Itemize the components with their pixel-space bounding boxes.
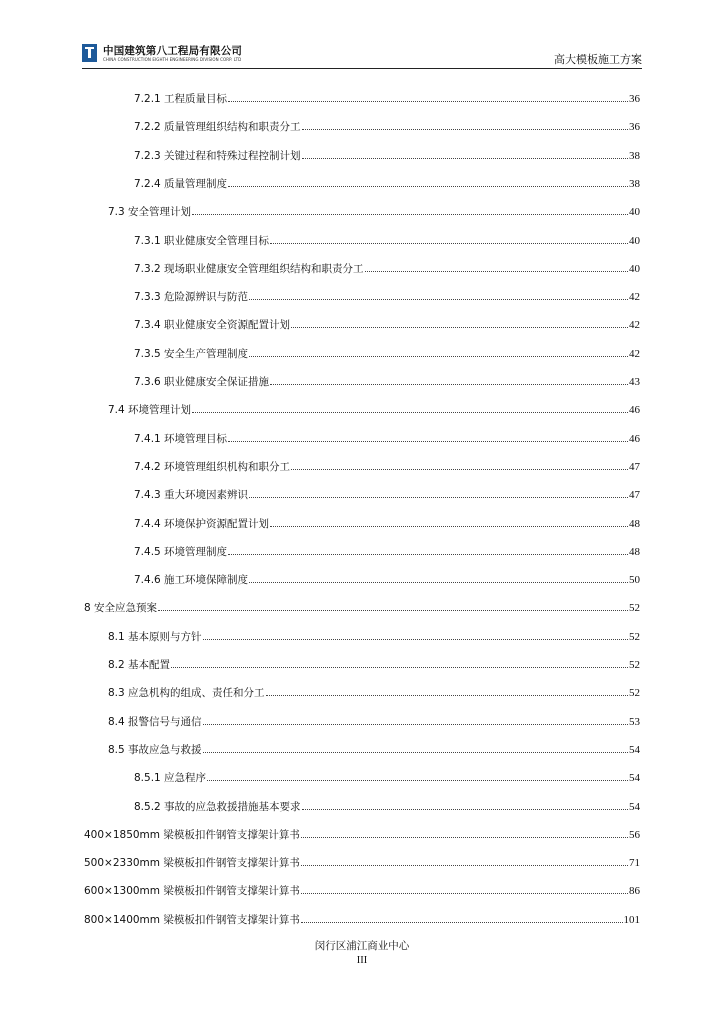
toc-entry-page: 101	[623, 913, 640, 926]
toc-entry[interactable]	[134, 147, 640, 163]
toc-entry-label: 7.4.2 环境管理组织机构和职分工	[134, 460, 291, 473]
toc-entry[interactable]	[134, 430, 640, 446]
toc-entry-label: 7.3.4 职业健康安全资源配置计划	[134, 319, 291, 332]
toc-entry-page: 54	[629, 743, 640, 756]
toc-entry-page: 42	[629, 319, 640, 332]
toc-leader-dots	[192, 214, 628, 215]
company-logo-icon	[82, 44, 97, 62]
toc-entry-label: 7.3 安全管理计划	[108, 206, 192, 219]
toc-entry[interactable]	[134, 260, 640, 276]
toc-entry-label: 8.1 基本原则与方针	[108, 630, 202, 643]
toc-entry-page: 38	[629, 149, 640, 162]
page-header	[82, 42, 642, 69]
toc-entry-label: 7.4.4 环境保护资源配置计划	[134, 517, 270, 530]
toc-leader-dots	[249, 356, 628, 357]
toc-entry[interactable]	[108, 684, 640, 700]
toc-entry[interactable]	[134, 486, 640, 502]
toc-entry-label: 500×2330mm 梁模板扣件钢管支撑架计算书	[84, 857, 300, 870]
toc-entry-page: 52	[629, 687, 640, 700]
toc-leader-dots	[207, 780, 628, 781]
toc-entry-page: 54	[629, 772, 640, 785]
toc-leader-dots	[270, 243, 628, 244]
toc-entry[interactable]	[134, 118, 640, 134]
footer-location: 闵行区浦江商业中心	[314, 940, 410, 952]
toc-entry[interactable]	[134, 232, 640, 248]
toc-entry-page: 71	[629, 857, 640, 870]
toc-leader-dots	[291, 469, 628, 470]
toc-leader-dots	[266, 695, 628, 696]
toc-entry-label: 8 安全应急预案	[84, 602, 158, 615]
toc-leader-dots	[365, 271, 628, 272]
toc-entry-page: 47	[629, 460, 640, 473]
toc-entry[interactable]	[134, 543, 640, 559]
toc-entry[interactable]	[134, 769, 640, 785]
toc-entry-label: 8.5 事故应急与救援	[108, 743, 202, 756]
toc-entry-page: 56	[629, 828, 640, 841]
toc-entry-page: 36	[629, 121, 640, 134]
toc-leader-dots	[302, 158, 628, 159]
toc-entry[interactable]	[134, 90, 640, 106]
footer-page-number: III	[356, 955, 368, 966]
toc-entry[interactable]	[84, 911, 640, 927]
toc-entry-page: 53	[629, 715, 640, 728]
toc-entry-label: 7.2.2 质量管理组织结构和职责分工	[134, 121, 301, 134]
toc-leader-dots	[249, 299, 628, 300]
toc-leader-dots	[301, 865, 628, 866]
toc-entry[interactable]	[108, 741, 640, 757]
toc-entry-label: 7.3.5 安全生产管理制度	[134, 347, 249, 360]
toc-entry-label: 7.3.1 职业健康安全管理目标	[134, 234, 270, 247]
toc-entry-page: 52	[629, 659, 640, 671]
company-name-cn: 中国建筑第八工程局有限公司	[103, 45, 243, 57]
toc-leader-dots	[228, 441, 628, 442]
toc-entry-label: 400×1850mm 梁模板扣件钢管支撑架计算书	[84, 828, 300, 841]
toc-entry[interactable]	[108, 713, 640, 729]
toc-entry[interactable]	[134, 175, 640, 191]
toc-entry-label: 8.4 报警信号与通信	[108, 715, 202, 728]
company-name-en: CHINA CONSTRUCTION EIGHTH ENGINEERING DIVISION CORP. LTD	[103, 57, 242, 62]
toc-entry-page: 47	[629, 489, 640, 502]
toc-entry-label: 7.4.5 环境管理制度	[134, 545, 228, 558]
toc-leader-dots	[203, 752, 628, 753]
toc-leader-dots	[192, 412, 628, 413]
toc-entry-page: 38	[629, 177, 640, 190]
toc-entry-page: 48	[629, 517, 640, 530]
toc-entry[interactable]	[108, 203, 640, 219]
toc-entry[interactable]	[134, 316, 640, 332]
toc-entry[interactable]	[84, 854, 640, 870]
toc-entry[interactable]	[84, 826, 640, 842]
toc-entry-label: 8.3 应急机构的组成、责任和分工	[108, 687, 265, 700]
toc-entry[interactable]	[134, 373, 640, 389]
toc-leader-dots	[228, 554, 628, 555]
toc-entry-label: 8.5.1 应急程序	[134, 772, 207, 785]
toc-entry-page: 52	[629, 602, 640, 615]
toc-entry-label: 7.3.2 现场职业健康安全管理组织结构和职责分工	[134, 262, 364, 275]
toc-entry-label: 7.3.6 职业健康安全保证措施	[134, 376, 270, 388]
toc-entry-page: 42	[629, 347, 640, 360]
toc-entry[interactable]	[108, 628, 640, 644]
toc-entry[interactable]	[84, 599, 640, 615]
toc-entry-page: 42	[629, 291, 640, 304]
toc-entry[interactable]	[108, 656, 640, 672]
toc-entry-page: 54	[629, 800, 640, 813]
toc-entry-page: 43	[629, 376, 640, 388]
toc-entry[interactable]	[134, 458, 640, 474]
toc-entry[interactable]	[134, 571, 640, 587]
toc-entry-label: 8.2 基本配置	[108, 659, 171, 671]
toc-leader-dots	[249, 582, 628, 583]
toc-leader-dots	[301, 837, 628, 838]
toc-entry-label: 7.4.1 环境管理目标	[134, 432, 228, 445]
toc-leader-dots	[270, 526, 628, 527]
toc-entry-page: 40	[629, 206, 640, 219]
toc-entry-label: 7.2.3 关键过程和特殊过程控制计划	[134, 149, 301, 162]
toc-entry-label: 8.5.2 事故的应急救援措施基本要求	[134, 800, 301, 813]
toc-entry-label: 7.4.6 施工环境保障制度	[134, 574, 249, 587]
toc-entry[interactable]	[134, 798, 640, 814]
toc-entry-page: 46	[629, 404, 640, 417]
toc-leader-dots	[249, 497, 628, 498]
document-title: 高大模板施工方案	[554, 53, 642, 66]
toc-entry-label: 600×1300mm 梁模板扣件钢管支撑架计算书	[84, 885, 300, 898]
toc-leader-dots	[302, 809, 628, 810]
toc-entry[interactable]	[84, 882, 640, 898]
toc-leader-dots	[301, 922, 623, 923]
toc-entry[interactable]	[108, 401, 640, 417]
toc-entry-page: 50	[629, 574, 640, 587]
toc-entry[interactable]	[134, 515, 640, 531]
toc-leader-dots	[291, 327, 628, 328]
toc-entry-page: 40	[629, 234, 640, 247]
toc-entry[interactable]	[134, 345, 640, 361]
toc-entry-label: 7.2.1 工程质量目标	[134, 93, 228, 105]
toc-leader-dots	[228, 186, 628, 187]
toc-leader-dots	[270, 384, 628, 385]
toc-leader-dots	[203, 639, 628, 640]
toc-entry-label: 7.4.3 重大环境因素辨识	[134, 489, 249, 502]
toc-leader-dots	[203, 724, 628, 725]
toc-entry-page: 36	[629, 93, 640, 105]
toc-entry-page: 86	[629, 885, 640, 898]
toc-entry-label: 7.2.4 质量管理制度	[134, 177, 228, 190]
toc-entry-page: 52	[629, 630, 640, 643]
toc-entry-label: 7.4 环境管理计划	[108, 404, 192, 417]
toc-entry-page: 40	[629, 262, 640, 275]
toc-entry-page: 46	[629, 432, 640, 445]
toc-leader-dots	[302, 129, 628, 130]
toc-entry-page: 48	[629, 545, 640, 558]
toc-leader-dots	[301, 893, 628, 894]
toc-entry-label: 7.3.3 危险源辨识与防范	[134, 291, 249, 304]
toc-entry[interactable]	[134, 288, 640, 304]
toc-leader-dots	[171, 667, 628, 668]
toc-entry-label: 800×1400mm 梁模板扣件钢管支撑架计算书	[84, 913, 300, 926]
toc-leader-dots	[228, 101, 628, 102]
toc-leader-dots	[158, 610, 628, 611]
